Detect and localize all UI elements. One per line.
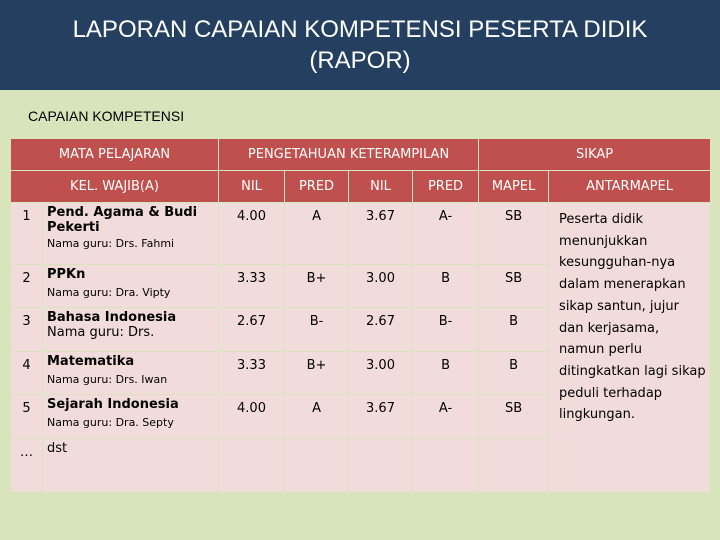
subject-cell: [43, 352, 219, 395]
pengetahuan-pred: B+: [285, 352, 349, 395]
teacher-name: Nama guru: Dra. Septy: [47, 416, 174, 429]
empty-cell: [349, 439, 413, 493]
section-title: CAPAIAN KOMPETENSI: [28, 108, 185, 124]
subject-name: Matematika: [47, 354, 135, 369]
rapor-table: [10, 138, 711, 493]
teacher-name: Nama guru: Drs.: [47, 325, 155, 340]
sikap-mapel: SB: [479, 395, 549, 439]
keterampilan-pred: B-: [413, 308, 479, 352]
keterampilan-pred: A-: [413, 395, 479, 439]
subject-cell: [43, 265, 219, 308]
subject-name: Pend. Agama & Budi Pekerti: [47, 205, 198, 235]
subject-name: Bahasa Indonesia: [47, 310, 177, 325]
subject-cell: [43, 203, 219, 265]
header-sikap: SIKAP: [479, 139, 711, 171]
subject-name: dst: [43, 439, 219, 493]
row-number: 1: [11, 203, 43, 265]
teacher-name: Nama guru: Drs. Iwan: [47, 373, 168, 386]
row-number: 5: [11, 395, 43, 439]
keterampilan-nil: 3.67: [349, 203, 413, 265]
header-nil-keterampilan: NIL: [349, 171, 413, 203]
keterampilan-nil: 3.00: [349, 265, 413, 308]
pengetahuan-pred: A: [285, 395, 349, 439]
keterampilan-pred: B: [413, 265, 479, 308]
empty-cell: [479, 439, 549, 493]
header-row-1: [11, 139, 711, 171]
row-number: 4: [11, 352, 43, 395]
subject-name: Sejarah Indonesia: [47, 397, 179, 412]
pengetahuan-pred: A: [285, 203, 349, 265]
sikap-mapel: B: [479, 352, 549, 395]
page-header: [0, 0, 720, 90]
subject-cell: [43, 395, 219, 439]
header-pred-keterampilan: PRED: [413, 171, 479, 203]
empty-cell: [285, 439, 349, 493]
header-kel-wajib: KEL. WAJIB(A): [11, 171, 219, 203]
sikap-antarmapel: Peserta didik menunjukkan kesungguhan-nya dalam menerapkan sikap santun, jujur dan kerjasama, namun perlu ditingkatkan lagi sikap peduli terhadap lingkungan.: [549, 203, 711, 493]
pengetahuan-nil: 3.33: [219, 265, 285, 308]
page-title-line2: (RAPOR): [309, 47, 411, 74]
header-pengetahuan-keterampilan: PENGETAHUAN KETERAMPILAN: [219, 139, 479, 171]
pengetahuan-nil: 3.33: [219, 352, 285, 395]
pengetahuan-pred: B+: [285, 265, 349, 308]
subject-name: PPKn: [47, 267, 86, 282]
sikap-mapel: SB: [479, 203, 549, 265]
header-antarmapel: ANTARMAPEL: [549, 171, 711, 203]
row-number: 2: [11, 265, 43, 308]
pengetahuan-pred: B-: [285, 308, 349, 352]
pengetahuan-nil: 2.67: [219, 308, 285, 352]
row-number: 3: [11, 308, 43, 352]
keterampilan-nil: 3.67: [349, 395, 413, 439]
keterampilan-pred: B: [413, 352, 479, 395]
row-number: …: [11, 439, 43, 493]
header-pred-pengetahuan: PRED: [285, 171, 349, 203]
teacher-name: Nama guru: Dra. Vipty: [47, 286, 171, 299]
header-mata-pelajaran: MATA PELAJARAN: [11, 139, 219, 171]
sikap-mapel: B: [479, 308, 549, 352]
pengetahuan-nil: 4.00: [219, 395, 285, 439]
teacher-name: Nama guru: Drs. Fahmi: [47, 237, 175, 250]
keterampilan-nil: 2.67: [349, 308, 413, 352]
keterampilan-nil: 3.00: [349, 352, 413, 395]
sikap-mapel: SB: [479, 265, 549, 308]
keterampilan-pred: A-: [413, 203, 479, 265]
table-row: [11, 203, 711, 265]
pengetahuan-nil: 4.00: [219, 203, 285, 265]
header-row-2: [11, 171, 711, 203]
empty-cell: [413, 439, 479, 493]
header-mapel: MAPEL: [479, 171, 549, 203]
subject-cell: [43, 308, 219, 352]
header-nil-pengetahuan: NIL: [219, 171, 285, 203]
empty-cell: [219, 439, 285, 493]
page-title-line1: LAPORAN CAPAIAN KOMPETENSI PESERTA DIDIK: [72, 16, 648, 43]
